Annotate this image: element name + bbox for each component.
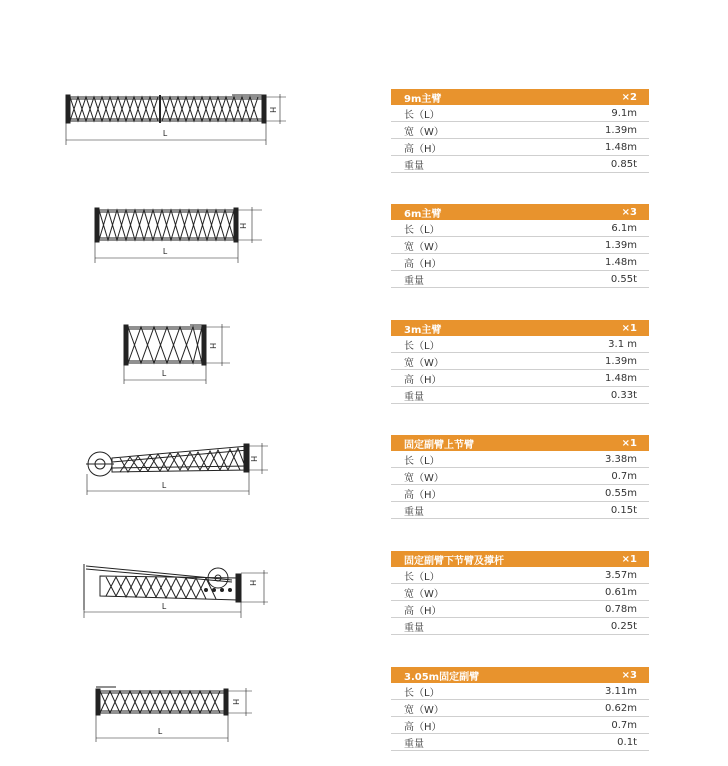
spec-value: 1.48m <box>604 256 637 268</box>
spec-label: 宽（W） <box>404 126 444 138</box>
spec-title: 3m主臂 <box>404 324 442 336</box>
dim-h-label: H <box>238 223 247 229</box>
spec-row-weight <box>391 502 649 519</box>
spec-label: 长（L） <box>404 571 440 583</box>
spec-table-6m-boom <box>391 204 649 288</box>
spec-table-jib-lower <box>391 551 649 635</box>
spec-row-length <box>391 567 649 584</box>
truss-icon <box>124 325 206 365</box>
dim-h-label: H <box>249 456 258 462</box>
spec-row-width <box>391 353 649 370</box>
dim-l-label: L <box>162 369 167 378</box>
dim-l-label: L <box>163 129 168 138</box>
spec-table-3m-boom <box>391 320 649 404</box>
spec-row-weight <box>391 271 649 288</box>
spec-row-height <box>391 254 649 271</box>
dim-h-label: H <box>248 580 257 586</box>
truss-icon <box>66 95 266 123</box>
spec-row-width <box>391 700 649 717</box>
spec-title: 9m主臂 <box>404 93 442 105</box>
spec-table-3-05m-jib <box>391 667 649 751</box>
spec-row-weight <box>391 156 649 173</box>
dim-h-label: H <box>231 699 240 705</box>
boom-3m-drawing <box>0 318 360 386</box>
spec-row-height <box>391 139 649 156</box>
spec-table-jib-upper <box>391 435 649 519</box>
spec-row-height <box>391 717 649 734</box>
spec-row-height <box>391 370 649 387</box>
spec-value: 0.62m <box>604 702 637 714</box>
spec-label: 宽（W） <box>404 357 444 369</box>
spec-row-length <box>391 451 649 468</box>
spec-qty: ×1 <box>621 553 637 565</box>
spec-row-length <box>391 336 649 353</box>
spec-label: 长（L） <box>404 455 440 467</box>
spec-value: 3.1 m <box>608 338 637 350</box>
truss-icon <box>95 208 238 242</box>
spec-qty: ×1 <box>621 322 637 334</box>
spec-value: 0.15t <box>610 504 637 516</box>
spec-title: 固定副臂下节臂及撑杆 <box>404 555 504 567</box>
spec-label: 高（H） <box>404 258 442 270</box>
spec-row-width <box>391 584 649 601</box>
spec-header <box>391 320 649 336</box>
spec-header <box>391 204 649 220</box>
spec-value: 0.78m <box>604 603 637 615</box>
spec-header <box>391 667 649 683</box>
spec-label: 重量 <box>404 738 424 750</box>
spec-label: 宽（W） <box>404 704 444 716</box>
spec-label: 长（L） <box>404 224 440 236</box>
truss-icon <box>96 687 228 715</box>
spec-table-9m-boom <box>391 89 649 173</box>
spec-row-height <box>391 601 649 618</box>
spec-header <box>391 551 649 567</box>
spec-label: 高（H） <box>404 489 442 501</box>
spec-header <box>391 89 649 105</box>
spec-label: 重量 <box>404 622 424 634</box>
spec-label: 重量 <box>404 391 424 403</box>
dim-l-label: L <box>158 727 163 736</box>
spec-value: 1.48m <box>604 372 637 384</box>
spec-row-weight <box>391 618 649 635</box>
spec-value: 0.85t <box>610 158 637 170</box>
spec-label: 高（H） <box>404 605 442 617</box>
spec-title: 3.05m固定副臂 <box>404 671 480 683</box>
spec-value: 0.55t <box>610 273 637 285</box>
boom-9m-drawing <box>0 85 360 150</box>
spec-value: 0.33t <box>610 389 637 401</box>
spec-label: 宽（W） <box>404 472 444 484</box>
spec-label: 重量 <box>404 160 424 172</box>
spec-row-height <box>391 485 649 502</box>
spec-title: 6m主臂 <box>404 208 442 220</box>
spec-qty: ×1 <box>621 437 637 449</box>
spec-qty: ×3 <box>621 669 637 681</box>
spec-value: 1.39m <box>604 239 637 251</box>
spec-row-length <box>391 683 649 700</box>
jib-3-05m-drawing <box>0 682 360 744</box>
boom-6m-drawing <box>0 200 360 265</box>
dim-h-label: H <box>208 343 217 349</box>
spec-value: 3.38m <box>604 453 637 465</box>
spec-value: 0.25t <box>610 620 637 632</box>
spec-label: 长（L） <box>404 687 440 699</box>
spec-value: 0.1t <box>617 736 637 748</box>
spec-value: 1.48m <box>604 141 637 153</box>
spec-row-length <box>391 220 649 237</box>
spec-value: 0.7m <box>611 719 637 731</box>
dim-l-label: L <box>162 481 167 490</box>
dim-h-label: H <box>268 107 277 113</box>
spec-value: 0.7m <box>611 470 637 482</box>
spec-value: 3.11m <box>604 685 637 697</box>
spec-value: 0.61m <box>604 586 637 598</box>
jib-upper-section-drawing <box>0 438 360 498</box>
jib-lower-section-drawing <box>0 560 360 620</box>
spec-label: 高（H） <box>404 721 442 733</box>
spec-value: 3.57m <box>604 569 637 581</box>
spec-value: 6.1m <box>611 222 637 234</box>
spec-row-weight <box>391 387 649 404</box>
spec-value: 1.39m <box>604 355 637 367</box>
spec-label: 高（H） <box>404 374 442 386</box>
spec-label: 重量 <box>404 506 424 518</box>
spec-label: 长（L） <box>404 340 440 352</box>
spec-value: 1.39m <box>604 124 637 136</box>
spec-row-length <box>391 105 649 122</box>
spec-value: 0.55m <box>604 487 637 499</box>
dim-l-label: L <box>162 602 167 611</box>
spec-title: 固定副臂上节臂 <box>404 439 474 451</box>
spec-row-width <box>391 122 649 139</box>
spec-label: 宽（W） <box>404 588 444 600</box>
spec-qty: ×3 <box>621 206 637 218</box>
spec-row-width <box>391 237 649 254</box>
spec-row-weight <box>391 734 649 751</box>
spec-row-width <box>391 468 649 485</box>
spec-label: 长（L） <box>404 109 440 121</box>
spec-label: 高（H） <box>404 143 442 155</box>
spec-label: 宽（W） <box>404 241 444 253</box>
dim-l-label: L <box>163 247 168 256</box>
spec-label: 重量 <box>404 275 424 287</box>
spec-value: 9.1m <box>611 107 637 119</box>
spec-header <box>391 435 649 451</box>
spec-qty: ×2 <box>621 91 637 103</box>
jib-truss-icon <box>86 444 249 476</box>
